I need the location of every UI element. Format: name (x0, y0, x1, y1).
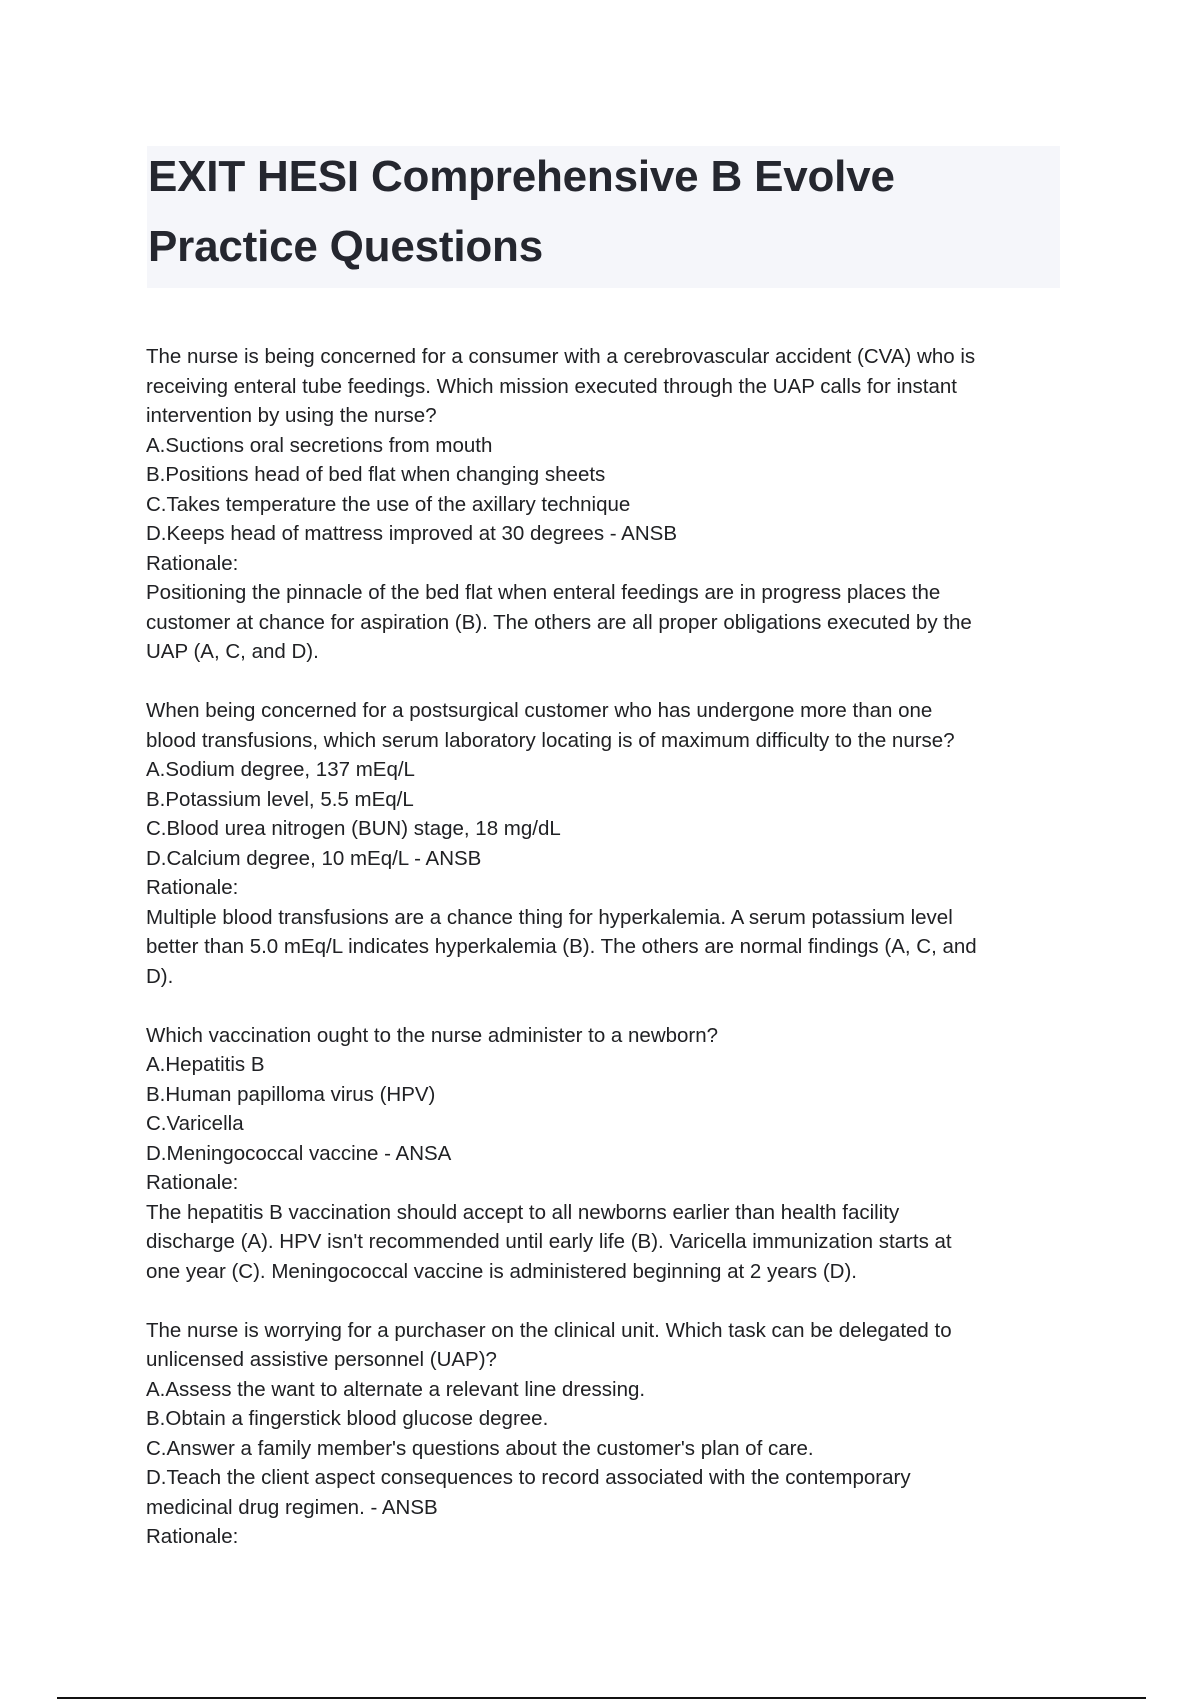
answer-option: D.Meningococcal vaccine - ANSA (146, 1141, 452, 1165)
rationale-line: discharge (A). HPV isn't recommended until early life (B). Varicella immunization starts at (146, 1230, 952, 1253)
answer-option: D.Calcium degree, 10 mEq/L - ANSB (146, 846, 482, 870)
answer-option: B.Positions head of bed flat when changing sheets (146, 463, 606, 486)
answer-option: A.Suctions oral secretions from mouth (146, 433, 493, 457)
answer-option: D.Teach the client aspect consequences to record associated with the contemporary (146, 1466, 911, 1489)
rationale-line: D). (146, 964, 174, 988)
title-line: EXIT HESI Comprehensive B Evolve (148, 152, 895, 201)
answer-option: B.Human papilloma virus (HPV) (146, 1082, 436, 1106)
document-body (146, 342, 1066, 1552)
answer-option: C.Blood urea nitrogen (BUN) stage, 18 mg/dL (146, 817, 561, 840)
rationale-label: Rationale: (146, 876, 239, 899)
question-stem-line: The nurse is worrying for a purchaser on the clinical unit. Which task can be delegated to (146, 1318, 952, 1342)
answer-option: A.Assess the want to alternate a relevant line dressing. (146, 1377, 646, 1401)
question-stem-line: When being concerned for a postsurgical customer who has undergone more than one (146, 699, 933, 722)
question-stem-line: The nurse is being concerned for a consumer with a cerebrovascular accident (CVA) who is (146, 345, 976, 368)
document-title (148, 142, 895, 282)
question-block (146, 1316, 1066, 1552)
answer-option: A.Hepatitis B (146, 1053, 265, 1076)
answer-option: C.Varicella (146, 1112, 244, 1135)
question-stem-line: intervention by using the nurse? (146, 404, 437, 427)
rationale-label: Rationale: (146, 551, 239, 575)
question-stem-line: Which vaccination ought to the nurse administer to a newborn? (146, 1023, 719, 1047)
rationale-line: one year (C). Meningococcal vaccine is administered beginning at 2 years (D). (146, 1259, 858, 1283)
rationale-line: better than 5.0 mEq/L indicates hyperkalemia (B). The others are normal findings (A, C, and (146, 935, 977, 958)
answer-option: D.Keeps head of mattress improved at 30 degrees - ANSB (146, 522, 677, 545)
spacer (146, 1286, 1066, 1316)
spacer (146, 991, 1066, 1021)
question-block (146, 342, 1066, 667)
page-bottom-rule (57, 1697, 1146, 1699)
title-line: Practice Questions (148, 222, 543, 271)
rationale-label: Rationale: (146, 1171, 239, 1194)
spacer (146, 667, 1066, 697)
rationale-line: Positioning the pinnacle of the bed flat when enteral feedings are in progress places the (146, 581, 941, 604)
answer-option: medicinal drug regimen. - ANSB (146, 1495, 438, 1519)
question-stem-line: receiving enteral tube feedings. Which mission executed through the UAP calls for instant (146, 374, 957, 398)
question-stem-line: blood transfusions, which serum laboratory locating is of maximum difficulty to the nurse? (146, 728, 955, 752)
rationale-line: The hepatitis B vaccination should accept to all newborns earlier than health facility (146, 1200, 900, 1224)
rationale-line: Multiple blood transfusions are a chance thing for hyperkalemia. A serum potassium level (146, 905, 953, 929)
rationale-label: Rationale: (146, 1525, 239, 1548)
answer-option: C.Answer a family member's questions about the customer's plan of care. (146, 1436, 814, 1460)
rationale-line: UAP (A, C, and D). (146, 640, 319, 663)
rationale-line: customer at chance for aspiration (B). The others are all proper obligations executed by the (146, 610, 972, 634)
answer-option: B.Obtain a fingerstick blood glucose degree. (146, 1407, 549, 1430)
answer-option: B.Potassium level, 5.5 mEq/L (146, 787, 414, 811)
question-block (146, 1021, 1066, 1287)
answer-option: C.Takes temperature the use of the axillary technique (146, 492, 631, 516)
question-block (146, 696, 1066, 991)
answer-option: A.Sodium degree, 137 mEq/L (146, 758, 415, 781)
question-stem-line: unlicensed assistive personnel (UAP)? (146, 1348, 497, 1371)
